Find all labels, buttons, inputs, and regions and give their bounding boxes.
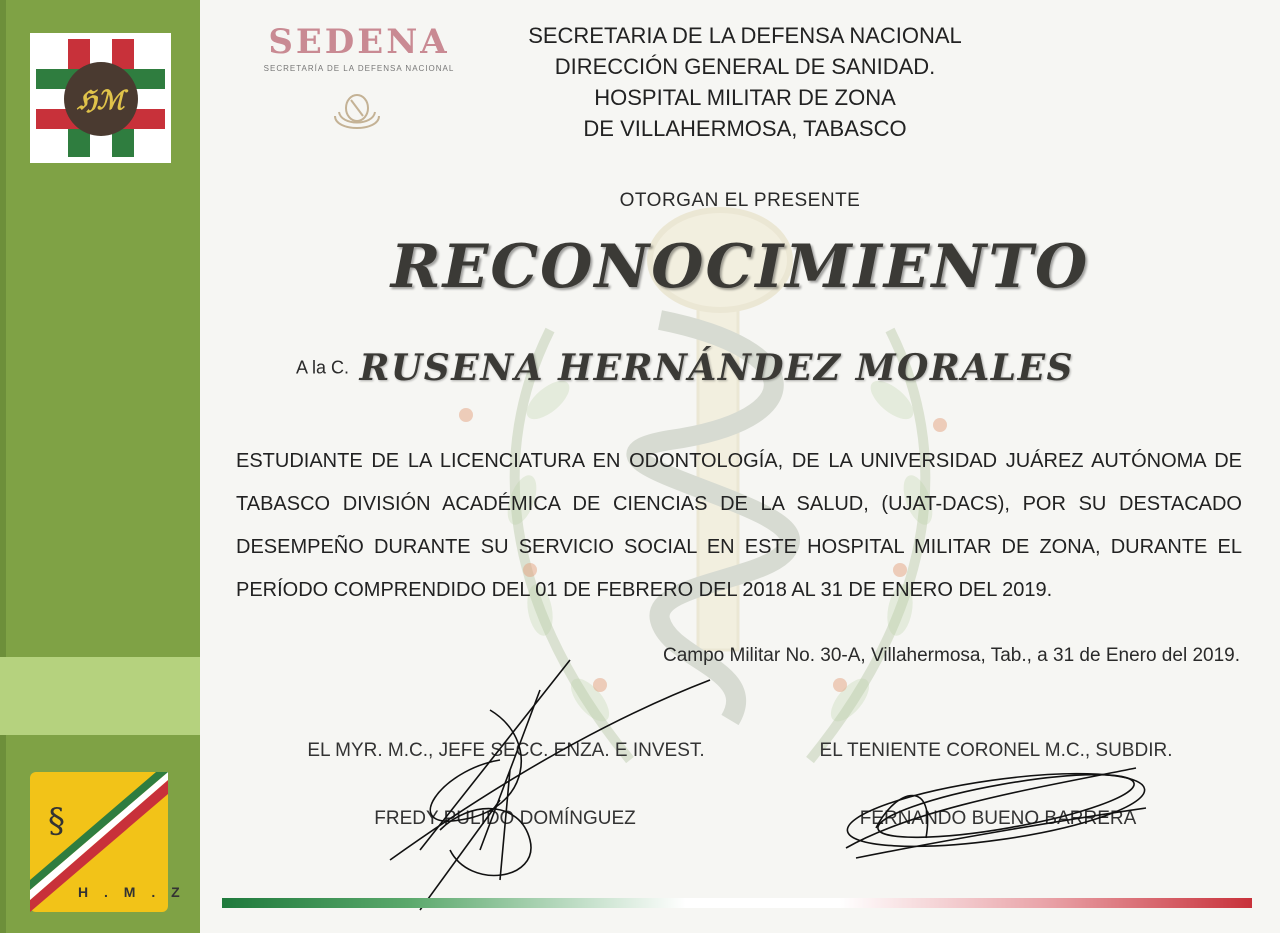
signatory-title-left: EL MYR. M.C., JEFE SECC. ENZA. E INVEST. [307, 740, 705, 761]
svg-text:§: § [48, 801, 65, 841]
grant-phrase: OTORGAN EL PRESENTE [619, 190, 861, 211]
signatory-title-right: EL TENIENTE CORONEL M.C., SUBDIR. [819, 740, 1173, 761]
header-line-location: DE VILLAHERMOSA, TABASCO [583, 116, 907, 141]
national-seal-icon [327, 86, 387, 142]
sidebar-light-band [0, 657, 200, 735]
left-sidebar [0, 0, 200, 933]
issuer-header [480, 20, 1010, 144]
sedena-logo [254, 22, 464, 73]
flag-color-stripe [222, 898, 1252, 908]
sedena-wordmark: SEDENA [268, 22, 450, 62]
sedena-subtitle: SECRETARÍA DE LA DEFENSA NACIONAL [263, 64, 455, 73]
certificate-body: ESTUDIANTE DE LA LICENCIATURA EN ODONTOLOGÍA, DE LA UNIVERSIDAD JUÁREZ AUTÓNOMA DE TABASCO DIVISIÓN ACADÉMICA DE CIENCIAS DE LA SALUD, (UJAT-DACS), POR SU DESTACADO DESEMPEÑO DURANTE SU SERVICIO SOCIAL EN ESTE HOSPITAL MILITAR DE ZONA, DURANTE EL PERÍODO COMPRENDIDO DEL 01 DE FEBRERO DEL 2018 AL 31 DE ENERO DEL 2019. [236, 450, 1242, 601]
signatory-name-left: FREDY PULIDO DOMÍNGUEZ [374, 808, 636, 829]
header-line-hospital: HOSPITAL MILITAR DE ZONA [594, 85, 896, 110]
header-line-ministry: SECRETARIA DE LA DEFENSA NACIONAL [528, 23, 962, 48]
signatory-name-right: FERNANDO BUENO BARRERA [859, 808, 1137, 829]
recipient-prefix: A la C. [296, 357, 350, 378]
sanidad-cross-emblem [30, 33, 171, 163]
recipient-line [296, 347, 1216, 389]
hmz-label: H . M . Z [78, 884, 186, 900]
certificate-title: RECONOCIMIENTO [390, 232, 1090, 302]
place-and-date: Campo Militar No. 30-A, Villahermosa, Tab., a 31 de Enero del 2019. [662, 645, 1240, 666]
recipient-name: RUSENA HERNÁNDEZ MORALES [359, 347, 1074, 389]
header-line-directorate: DIRECCIÓN GENERAL DE SANIDAD. [554, 54, 936, 79]
sidebar-edge [0, 0, 6, 933]
svg-text:ℌℳ: ℌℳ [77, 86, 125, 116]
